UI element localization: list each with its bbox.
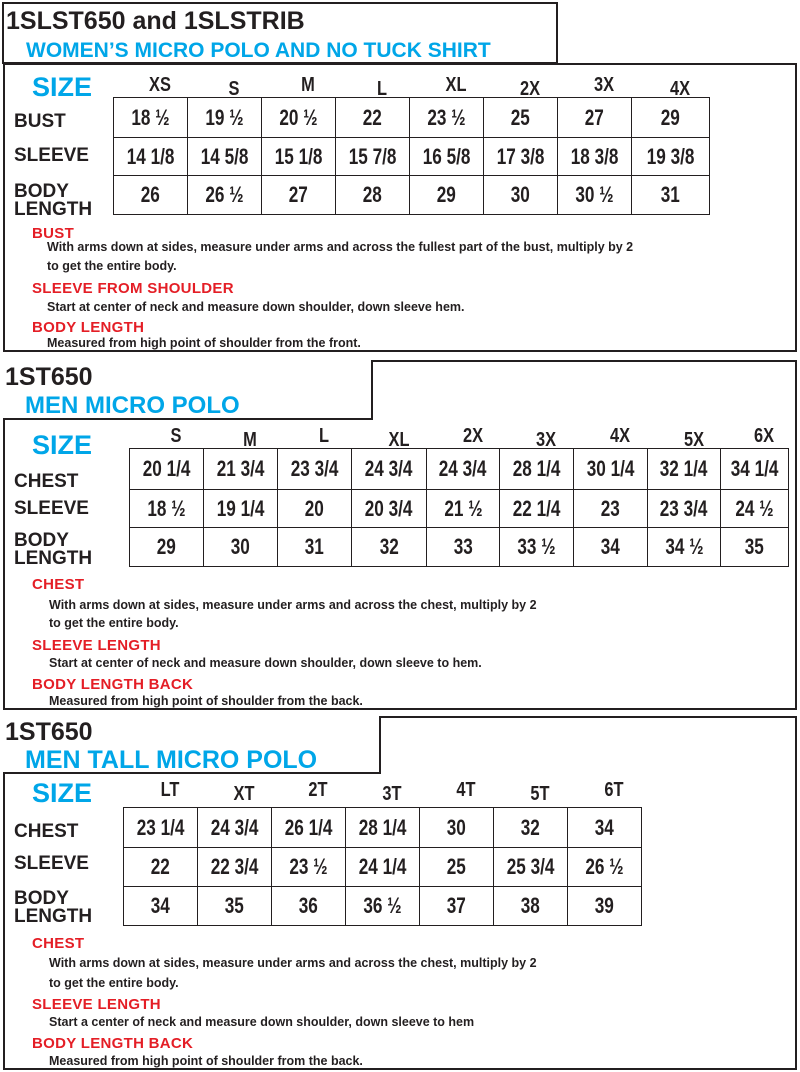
- men-cell-body-length-3x: [499, 527, 574, 567]
- men-title-box: [3, 360, 373, 420]
- men-tall-cell-value: 24 3/4: [210, 814, 259, 840]
- men-size-header-3x: 3X: [535, 429, 557, 451]
- women-cell-value: 25: [510, 104, 531, 130]
- men-note-heading-chest: CHEST: [32, 576, 85, 593]
- men-cell-value: 24 3/4: [439, 456, 487, 481]
- women-cell-value: 15 7/8: [348, 143, 397, 169]
- men-cell-sleeve-xl: [351, 489, 427, 528]
- men-cell-value: 34: [600, 534, 621, 559]
- men-tall-cell-chest-3t: [345, 807, 420, 848]
- men-size-label: SIZE: [32, 430, 93, 460]
- men-tall-cell-value: 28 1/4: [358, 814, 407, 840]
- men-tall-cell-chest-xt: [197, 807, 272, 848]
- men-tall-cell-value: 25: [446, 854, 467, 879]
- men-cell-chest-2x: [426, 448, 500, 490]
- women-cell-bust-xs: [113, 97, 188, 138]
- women-cell-sleeve-2x: [483, 137, 558, 176]
- men-tall-size-header-5t: 5T: [530, 783, 550, 805]
- women-cell-sleeve-s: [187, 137, 262, 176]
- men-note-heading-body-length-back: BODY LENGTH BACK: [32, 676, 194, 693]
- men-tall-note-text: to get the entire body.: [49, 976, 179, 990]
- men-cell-sleeve-5x: [647, 489, 721, 528]
- men-tall-cell-chest-4t: [419, 807, 494, 848]
- men-note-text: Measured from high point of shoulder from the back.: [49, 694, 363, 708]
- women-cell-value: 14 5/8: [200, 143, 249, 169]
- men-tall-product-name: MEN TALL MICRO POLO: [25, 746, 318, 774]
- women-cell-value: 17 3/8: [496, 143, 545, 169]
- men-tall-size-header-2t: 2T: [308, 779, 328, 801]
- women-cell-body-length-4x: [631, 175, 710, 215]
- women-cell-bust-xl: [409, 97, 484, 138]
- men-cell-sleeve-3x: [499, 489, 574, 528]
- men-tall-cell-value: 26 ½: [585, 854, 624, 879]
- men-tall-cell-chest-2t: [271, 807, 346, 848]
- men-cell-value: 20 3/4: [365, 495, 413, 521]
- men-tall-cell-value: 22 3/4: [210, 854, 259, 879]
- women-cell-sleeve-xl: [409, 137, 484, 176]
- men-cell-sleeve-4x: [573, 489, 648, 528]
- women-cell-value: 27: [288, 182, 309, 207]
- women-size-header-4x: 4X: [669, 78, 691, 100]
- men-cell-value: 33 ½: [517, 534, 556, 559]
- men-tall-row-label-body-length: BODY LENGTH: [14, 888, 93, 927]
- men-cell-value: 35: [744, 534, 765, 559]
- men-cell-sleeve-2x: [426, 489, 500, 528]
- women-title-box: [2, 2, 558, 64]
- men-note-text: With arms down at sides, measure under arms and across the chest, multiply by 2: [49, 598, 537, 612]
- men-note-text: to get the entire body.: [49, 616, 179, 630]
- women-cell-sleeve-4x: [631, 137, 710, 176]
- men-tall-cell-value: 35: [224, 893, 245, 918]
- men-note-heading-sleeve-length: SLEEVE LENGTH: [32, 637, 161, 654]
- women-size-header-xl: XL: [445, 74, 467, 96]
- women-cell-body-length-l: [335, 175, 410, 215]
- men-tall-note-heading-sleeve-length: SLEEVE LENGTH: [32, 996, 161, 1013]
- men-cell-value: 23: [600, 495, 621, 521]
- men-size-header-6x: 6X: [753, 425, 775, 447]
- men-tall-cell-value: 36 ½: [363, 893, 402, 918]
- women-cell-bust-m: [261, 97, 336, 138]
- men-tall-cell-sleeve-3t: [345, 847, 420, 887]
- men-cell-body-length-s: [129, 527, 204, 567]
- men-cell-value: 20 1/4: [142, 456, 191, 481]
- men-tall-row-label-chest: CHEST: [14, 821, 79, 842]
- men-tall-cell-value: 34: [150, 893, 171, 918]
- men-tall-note-text: Start a center of neck and measure down shoulder, down sleeve to hem: [49, 1015, 475, 1029]
- men-tall-cell-sleeve-5t: [493, 847, 568, 887]
- men-tall-cell-value: 26 1/4: [284, 814, 333, 840]
- men-tall-cell-sleeve-lt: [123, 847, 198, 887]
- women-cell-value: 30: [510, 182, 531, 207]
- women-size-header-l: L: [376, 78, 388, 100]
- men-tall-cell-sleeve-4t: [419, 847, 494, 887]
- women-cell-value: 28: [362, 182, 383, 207]
- women-cell-value: 15 1/8: [274, 143, 323, 169]
- men-tall-size-header-lt: LT: [160, 779, 180, 801]
- women-cell-value: 18 3/8: [570, 143, 619, 169]
- women-cell-sleeve-xs: [113, 137, 188, 176]
- women-row-label-body-length: BODY LENGTH: [14, 181, 93, 220]
- men-cell-chest-m: [203, 448, 278, 490]
- women-cell-value: 29: [436, 182, 457, 207]
- men-cell-value: 23 3/4: [660, 495, 708, 521]
- men-cell-chest-xl: [351, 448, 427, 490]
- men-cell-value: 33: [453, 534, 473, 559]
- men-cell-value: 30 1/4: [586, 456, 635, 481]
- men-tall-cell-value: 37: [446, 893, 467, 918]
- women-note-text: to get the entire body.: [47, 259, 177, 273]
- men-tall-cell-chest-6t: [567, 807, 642, 848]
- women-cell-value: 16 5/8: [422, 143, 471, 169]
- men-tall-cell-value: 36: [298, 893, 319, 918]
- women-note-text: With arms down at sides, measure under arms and across the fullest part of the bust, multiply by 2: [47, 240, 634, 254]
- men-cell-value: 20: [304, 495, 325, 521]
- men-cell-body-length-2x: [426, 527, 500, 567]
- women-cell-sleeve-m: [261, 137, 336, 176]
- men-row-label-chest: CHEST: [14, 471, 79, 492]
- men-cell-sleeve-s: [129, 489, 204, 528]
- men-cell-value: 34 1/4: [730, 456, 779, 481]
- men-cell-chest-3x: [499, 448, 574, 490]
- men-tall-cell-value: 34: [594, 814, 615, 840]
- men-tall-cell-value: 32: [520, 814, 541, 840]
- men-note-text: Start at center of neck and measure down shoulder, down sleeve to hem.: [49, 656, 482, 670]
- women-row-label-sleeve: SLEEVE: [14, 145, 89, 166]
- men-cell-value: 29: [156, 534, 177, 559]
- women-cell-sleeve-3x: [557, 137, 632, 176]
- women-cell-value: 23 ½: [427, 104, 466, 130]
- women-cell-body-length-s: [187, 175, 262, 215]
- women-cell-bust-3x: [557, 97, 632, 138]
- men-cell-body-length-4x: [573, 527, 648, 567]
- men-tall-cell-sleeve-2t: [271, 847, 346, 887]
- women-note-text: Start at center of neck and measure down shoulder, down sleeve hem.: [47, 300, 465, 314]
- women-size-header-3x: 3X: [593, 74, 615, 96]
- women-size-header-s: S: [228, 78, 240, 100]
- men-tall-cell-value: 23 ½: [289, 854, 328, 879]
- men-size-header-2x: 2X: [462, 425, 483, 447]
- men-cell-chest-l: [277, 448, 352, 490]
- women-cell-value: 22: [362, 104, 383, 130]
- women-cell-value: 26: [140, 182, 161, 207]
- men-size-header-4x: 4X: [609, 425, 631, 447]
- men-row-label-body-length: BODY LENGTH: [14, 530, 93, 569]
- women-cell-value: 19 ½: [205, 104, 244, 130]
- men-tall-cell-body-length-4t: [419, 886, 494, 926]
- men-cell-chest-6x: [720, 448, 789, 490]
- men-tall-size-header-4t: 4T: [456, 779, 476, 801]
- men-tall-cell-body-length-xt: [197, 886, 272, 926]
- women-cell-body-length-xs: [113, 175, 188, 215]
- men-size-header-s: S: [170, 425, 182, 447]
- women-cell-body-length-m: [261, 175, 336, 215]
- women-cell-body-length-xl: [409, 175, 484, 215]
- men-tall-cell-value: 23 1/4: [136, 814, 185, 840]
- women-cell-value: 27: [584, 104, 605, 130]
- women-note-text: Measured from high point of shoulder from the front.: [47, 336, 361, 350]
- women-cell-value: 19 3/8: [646, 143, 695, 169]
- men-tall-cell-body-length-2t: [271, 886, 346, 926]
- women-note-heading-bust: BUST: [32, 225, 75, 242]
- men-cell-value: 21 3/4: [216, 456, 265, 481]
- men-cell-value: 32: [379, 534, 399, 559]
- women-note-heading-sleeve-from-shoulder: SLEEVE FROM SHOULDER: [32, 280, 234, 297]
- men-cell-body-length-5x: [647, 527, 721, 567]
- women-product-name: WOMEN’S MICRO POLO AND NO TUCK SHIRT: [26, 39, 491, 62]
- men-tall-size-header-xt: XT: [233, 783, 255, 805]
- men-tall-size-label: SIZE: [32, 778, 93, 808]
- men-tall-cell-body-length-5t: [493, 886, 568, 926]
- men-cell-value: 30: [230, 534, 251, 559]
- men-cell-value: 31: [304, 534, 325, 559]
- men-tall-cell-chest-5t: [493, 807, 568, 848]
- men-tall-cell-value: 24 1/4: [358, 854, 407, 879]
- men-tall-cell-sleeve-xt: [197, 847, 272, 887]
- men-size-header-5x: 5X: [683, 429, 704, 451]
- men-cell-chest-s: [129, 448, 204, 490]
- women-cell-bust-s: [187, 97, 262, 138]
- women-cell-value: 20 ½: [279, 104, 318, 130]
- men-tall-cell-value: 22: [150, 854, 171, 879]
- women-cell-value: 18 ½: [131, 104, 170, 130]
- men-cell-sleeve-m: [203, 489, 278, 528]
- men-cell-value: 18 ½: [147, 495, 186, 521]
- women-size-header-m: M: [301, 74, 315, 96]
- men-tall-note-heading-chest: CHEST: [32, 935, 85, 952]
- women-size-label: SIZE: [32, 72, 93, 102]
- men-cell-value: 19 1/4: [216, 495, 265, 521]
- men-tall-size-header-6t: 6T: [604, 779, 624, 801]
- men-tall-cell-value: 39: [594, 893, 615, 918]
- women-cell-bust-l: [335, 97, 410, 138]
- men-tall-product-code: 1ST650: [5, 718, 93, 746]
- men-tall-size-header-3t: 3T: [382, 783, 402, 805]
- men-tall-cell-chest-lt: [123, 807, 198, 848]
- men-cell-value: 34 ½: [664, 534, 704, 559]
- men-cell-chest-5x: [647, 448, 721, 490]
- men-tall-title-box: [3, 716, 381, 774]
- men-cell-body-length-xl: [351, 527, 427, 567]
- women-cell-value: 29: [660, 104, 681, 130]
- men-cell-value: 24 ½: [735, 495, 774, 521]
- men-tall-cell-value: 38: [520, 893, 541, 918]
- men-cell-chest-4x: [573, 448, 648, 490]
- men-cell-body-length-m: [203, 527, 278, 567]
- men-tall-note-text: Measured from high point of shoulder from the back.: [49, 1054, 363, 1068]
- men-tall-cell-body-length-3t: [345, 886, 420, 926]
- women-cell-body-length-2x: [483, 175, 558, 215]
- men-tall-row-label-sleeve: SLEEVE: [14, 853, 89, 874]
- men-cell-value: 32 1/4: [660, 456, 708, 481]
- men-size-header-xl: XL: [388, 429, 409, 451]
- women-cell-value: 14 1/8: [126, 143, 175, 169]
- men-cell-sleeve-6x: [720, 489, 789, 528]
- men-cell-body-length-6x: [720, 527, 789, 567]
- men-size-header-l: L: [318, 425, 330, 447]
- men-row-label-sleeve: SLEEVE: [14, 498, 89, 519]
- men-tall-cell-value: 30: [446, 814, 467, 840]
- men-tall-cell-body-length-lt: [123, 886, 198, 926]
- men-tall-cell-value: 25 3/4: [506, 854, 555, 879]
- men-cell-value: 22 1/4: [512, 495, 561, 521]
- women-note-heading-body-length: BODY LENGTH: [32, 319, 145, 336]
- men-cell-value: 23 3/4: [290, 456, 339, 481]
- women-cell-bust-4x: [631, 97, 710, 138]
- men-cell-sleeve-l: [277, 489, 352, 528]
- men-size-header-m: M: [243, 429, 257, 451]
- men-product-name: MEN MICRO POLO: [25, 392, 240, 419]
- women-cell-value: 26 ½: [205, 182, 244, 207]
- women-cell-value: 31: [660, 182, 681, 207]
- women-row-label-bust: BUST: [14, 111, 66, 132]
- men-cell-value: 28 1/4: [512, 456, 561, 481]
- women-product-code: 1SLST650 and 1SLSTRIB: [6, 7, 305, 35]
- women-size-header-xs: XS: [149, 74, 171, 96]
- men-cell-value: 21 ½: [443, 495, 483, 521]
- men-cell-body-length-l: [277, 527, 352, 567]
- men-tall-note-text: With arms down at sides, measure under arms and across the chest, multiply by 2: [49, 956, 537, 970]
- women-cell-value: 30 ½: [575, 182, 614, 207]
- men-cell-value: 24 3/4: [365, 456, 413, 481]
- women-cell-body-length-3x: [557, 175, 632, 215]
- men-tall-cell-sleeve-6t: [567, 847, 642, 887]
- women-cell-bust-2x: [483, 97, 558, 138]
- men-product-code: 1ST650: [5, 363, 93, 391]
- women-cell-sleeve-l: [335, 137, 410, 176]
- men-tall-cell-body-length-6t: [567, 886, 642, 926]
- men-tall-note-heading-body-length-back: BODY LENGTH BACK: [32, 1035, 194, 1052]
- women-size-header-2x: 2X: [519, 78, 541, 100]
